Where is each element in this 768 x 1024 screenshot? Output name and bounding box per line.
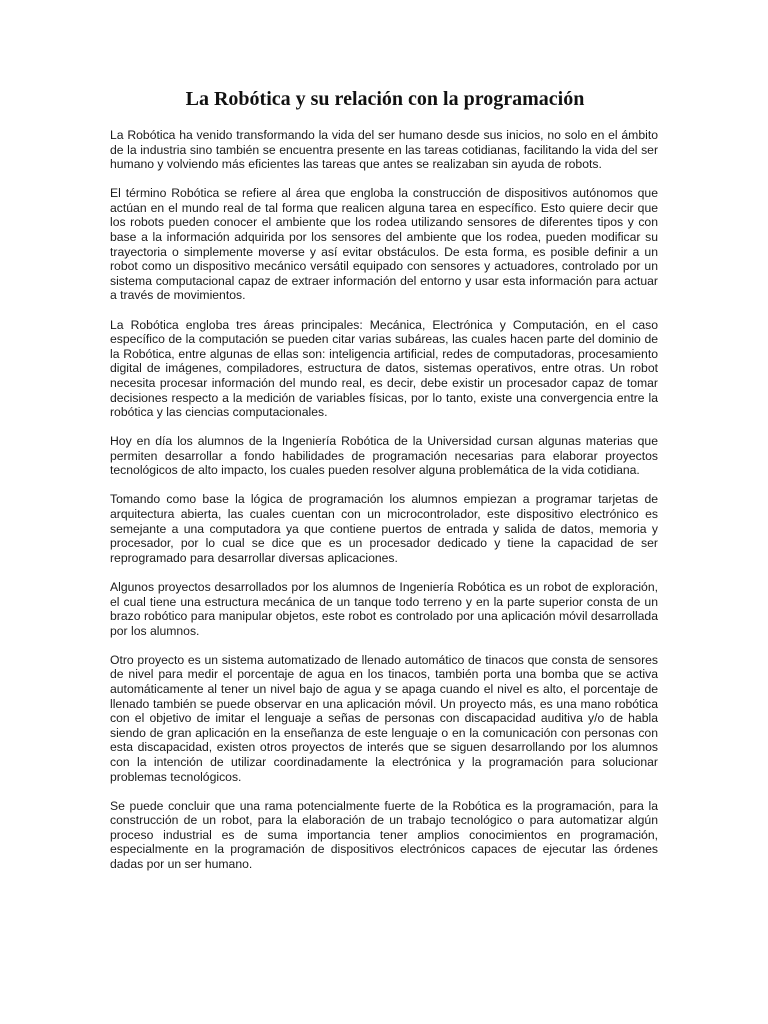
paragraph-conclusion: Se puede concluir que una rama potencialmente fuerte de la Robótica es la programación, para la construcción de un robot, para la elaboración de un trabajo tecnológico o para automatizar algún proceso industrial es de suma importancia tener amplios conocimientos en programación, especialmente en la programación de dispositivos electrónicos capaces de ejecutar las órdenes dadas por un ser humano. bbox=[110, 798, 658, 872]
paragraph-intro: La Robótica ha venido transformando la vida del ser humano desde sus inicios, no solo en el ámbito de la industria sino también se encuentra presente en las tareas cotidianas, facilitando la vida del ser humano y volviendo más eficientes las tareas que antes se realizaban sin ayuda de robots. bbox=[110, 128, 658, 172]
paragraph-exploration-robot: Algunos proyectos desarrollados por los alumnos de Ingeniería Robótica es un robot de exploración, el cual tiene una estructura mecánica de un tanque todo terreno y en la parte superior consta de un brazo robótico para manipular objetos, este robot es controlado por una aplicación móvil desarrollada por los alumnos. bbox=[110, 579, 658, 638]
paragraph-definition: El término Robótica se refiere al área que engloba la construcción de dispositivos autónomos que actúan en el mundo real de tal forma que realicen alguna tarea en específico. Esto quiere decir que los robots pueden conocer el ambiente que los rodea utilizando sensores de diferentes tipos y con base a la información adquirida por los sensores del ambiente que los rodea, pueden modificar su trayectoria o simplemente moverse y así evitar obstáculos. De esta forma, es posible definir a un robot como un dispositivo mecánico versátil equipado con sensores y actuadores, controlado por un sistema computacional capaz de extraer información del entorno y usar esta información para actuar a través de movimientos. bbox=[110, 186, 658, 303]
paragraph-areas: La Robótica engloba tres áreas principales: Mecánica, Electrónica y Computación, en el caso específico de la computación se pueden citar varias subáreas, las cuales hacen parte del dominio de la Robótica, entre algunas de ellas son: inteligencia artificial, redes de computadoras, procesamiento digital de imágenes, compiladores, estructura de datos, sistemas operativos, entre otras. Un robot necesita procesar información del mundo real, es decir, debe existir un procesador capaz de tomar decisiones respecto a la medición de variables físicas, por lo tanto, existe una convergencia entre la robótica y las ciencias computacionales. bbox=[110, 317, 658, 420]
paragraph-microcontroller: Tomando como base la lógica de programación los alumnos empiezan a programar tarjetas de arquitectura abierta, las cuales cuentan con un microcontrolador, este dispositivo electrónico es semejante a una computadora ya que contiene puertos de entrada y salida de datos, memoria y procesador, por lo cual se dice que es un procesador dedicado y tiene la capacidad de ser reprogramado para desarrollar diversas aplicaciones. bbox=[110, 492, 658, 565]
document-title: La Robótica y su relación con la programación bbox=[185, 88, 585, 110]
document-body bbox=[110, 128, 658, 886]
paragraph-students: Hoy en día los alumnos de la Ingeniería Robótica de la Universidad cursan algunas materias que permiten desarrollar a fondo habilidades de programación necesarias para elaborar proyectos tecnológicos de alto impacto, los cuales pueden resolver alguna problemática de la vida cotidiana. bbox=[110, 434, 658, 478]
paragraph-other-projects: Otro proyecto es un sistema automatizado de llenado automático de tinacos que consta de sensores de nivel para medir el porcentaje de agua en los tinacos, también porta una bomba que se activa automáticamente al tener un nivel bajo de agua y se apaga cuando el nivel es alto, el porcentaje de llenado también se puede observar en una aplicación móvil. Un proyecto más, es una mano robótica con el objetivo de imitar el lenguaje a señas de personas con discapacidad auditiva y/o de habla siendo de gran aplicación en la enseñanza de este lenguaje o en la comunicación con personas con esta discapacidad, existen otros proyectos de interés que se siguen desarrollando por los alumnos con la intención de utilizar coordinadamente la electrónica y la programación para solucionar problemas tecnológicos. bbox=[110, 652, 658, 784]
